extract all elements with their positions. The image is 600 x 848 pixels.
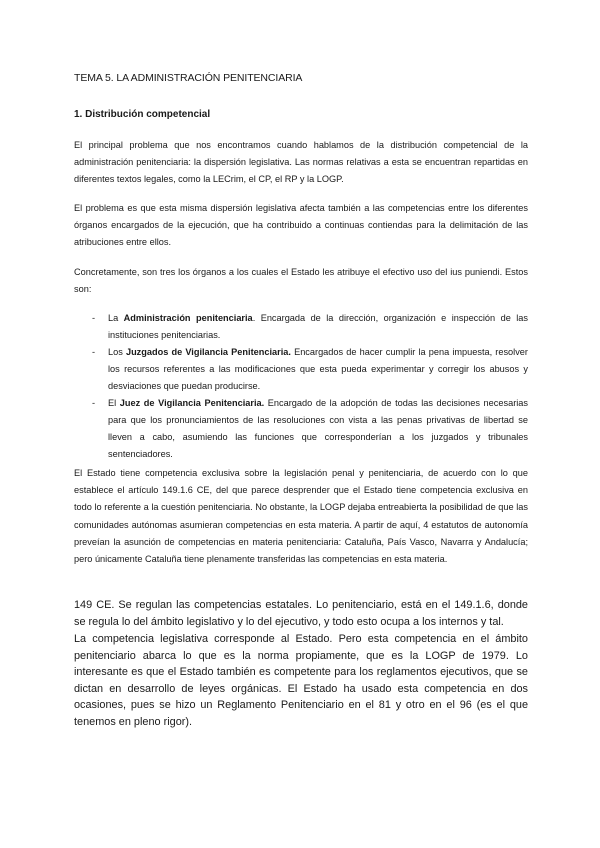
bullet-bold-term: Juzgados de Vigilancia Penitenciaria. <box>125 347 291 357</box>
list-item <box>74 310 528 344</box>
paragraph-2: El problema es que esta misma dispersión legislativa afecta también a las competencias entre los diferentes órganos encargados de la ejecución, que ha contribuido a continuas contiendas para la delimitación de las atribuciones entre ellos. <box>74 203 528 248</box>
bullet-prefix: Los <box>108 347 126 357</box>
bullet-dash: - <box>92 398 96 408</box>
bullet-text: Encargados de hacer cumplir la pena impuesta, resolver los recursos referentes a las modificaciones que esta pueda experimentar y corregir los abusos y desviaciones que puedan producirse. <box>108 347 528 391</box>
section-heading: 1. Distribución competencial <box>74 109 211 120</box>
bullet-text: . Encargada de la dirección, organización e inspección de las instituciones penitenciarias. <box>108 313 528 340</box>
organs-list <box>74 310 528 463</box>
bullet-prefix: La <box>108 313 124 323</box>
document-title: TEMA 5. LA ADMINISTRACIÓN PENITENCIARIA <box>74 72 303 84</box>
list-item <box>74 344 528 395</box>
list-item <box>74 395 528 463</box>
bullet-bold-term: Administración penitenciaria <box>123 313 253 323</box>
bullet-text: Encargado de la adopción de todas las decisiones necesarias para que los pronunciamientos de las resoluciones con vista a las penas privativas de libertad se lleven a cabo, asumiendo las funciones que corresponderían a los juzgados y tribunales sentenciadores. <box>108 398 528 459</box>
bullet-prefix: El <box>108 398 120 408</box>
bullet-dash: - <box>92 347 96 357</box>
bullet-dash: - <box>92 313 96 323</box>
note-2: La competencia legislativa corresponde al Estado. Pero esta competencia en el ámbito penitenciario abarca lo que es la norma propiamente, que es la LOGP de 1979. Lo interesante es que el Estado también es competente para los reglamentos ejecutivos, que se dictan en desarrollo de leyes orgánicas. El Estado ha usado esta competencia en dos ocasiones, pues se hizo un Reglamento Penitenciario en el 81 y otro en el 96 (es el que tenemos en pleno rigor). <box>74 633 528 728</box>
note-1: 149 CE. Se regulan las competencias estatales. Lo penitenciario, está en el 149.1.6, donde se regula lo del ámbito legislativo y lo del ejecutivo, y todo esto ocupa a los internos y tal. <box>74 599 528 628</box>
paragraph-3: Concretamente, son tres los órganos a los cuales el Estado les atribuye el efectivo uso del ius puniendi. Estos son: <box>74 267 528 295</box>
paragraph-1: El principal problema que nos encontramos cuando hablamos de la distribución competencial de la administración penitenciaria: la dispersión legislativa. Las normas relativas a esta se encuentran repartidas en diferentes textos legales, como la LECrim, el CP, el RP y la LOGP. <box>74 140 528 185</box>
bullet-bold-term: Juez de Vigilancia Penitenciaria. <box>119 398 265 408</box>
paragraph-4: El Estado tiene competencia exclusiva sobre la legislación penal y penitenciaria, de acuerdo con lo que establece el artículo 149.1.6 CE, del que parece desprender que el Estado tiene competencia exclusiva en todo lo referente a la cuestión penitenciaria. No obstante, la LOGP dejaba entreabierta la posibilidad de que las comunidades autónomas asumieran competencias en esta materia. A partir de aquí, 4 estatutos de autonomía preveían la asunción de competencias en materia penitenciaria: Cataluña, País Vasco, Navarra y Andalucía; pero únicamente Cataluña tiene plenamente transferidas las competencias en esta materia. <box>74 468 528 565</box>
